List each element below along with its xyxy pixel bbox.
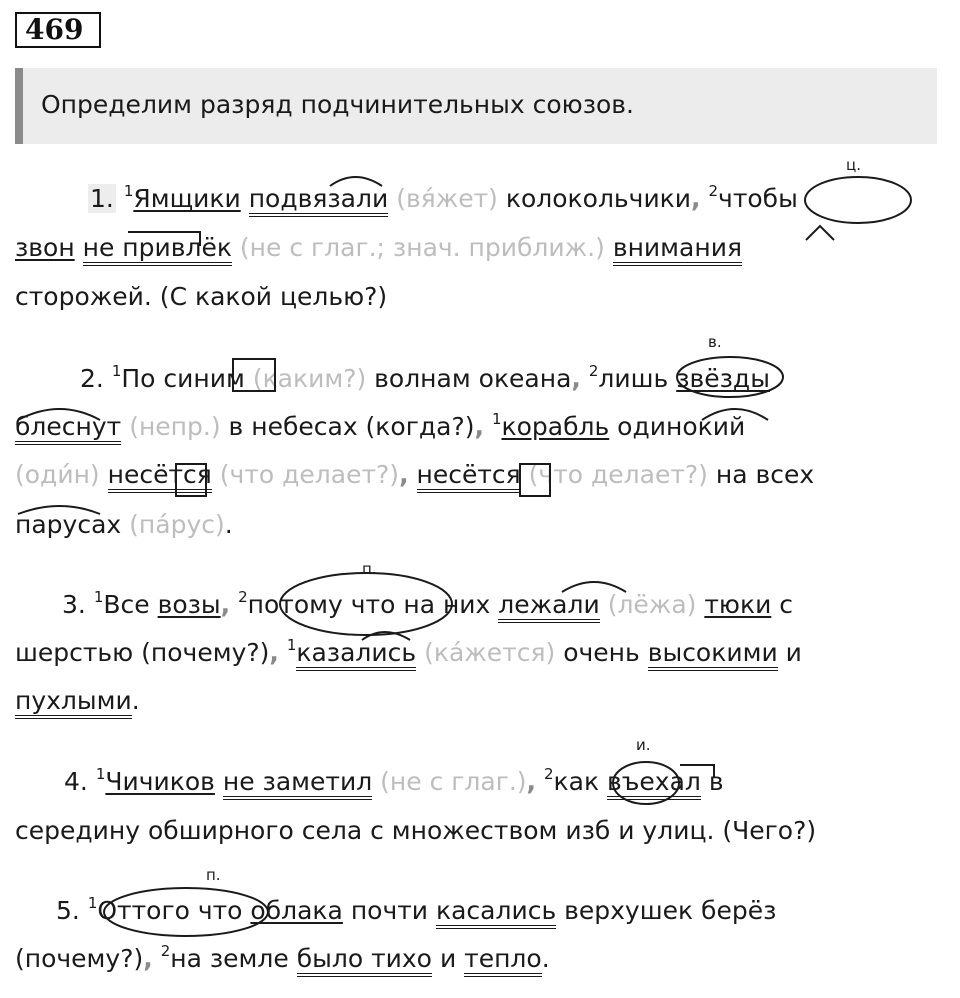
predicate: лежали — [498, 590, 599, 623]
clause-index: 1 — [286, 635, 297, 654]
sentence-number: 5. — [56, 896, 80, 925]
predicate: несётся — [417, 460, 521, 493]
predicate: не привлёк — [83, 233, 232, 266]
clause-index: 2 — [543, 764, 554, 783]
sentence-3-line-3: пухлыми. — [15, 684, 140, 718]
subject: корабль — [501, 412, 610, 441]
clause-index: 1 — [491, 409, 502, 428]
predicate: въехал — [607, 767, 701, 800]
clause-index: 2 — [238, 587, 248, 606]
sentence-3-line-1: 3. $^1$Все возы, $^2$потому что на них лежали (лёжа) тюки с — [62, 588, 793, 622]
note: (не с глаг.; знач. приближ.) — [239, 233, 605, 262]
header-bar — [15, 68, 937, 144]
sentence-number: 1. — [90, 184, 114, 213]
sentence-5-line-1 — [56, 894, 776, 928]
sentence-4-line-2 — [15, 814, 816, 848]
sentence-4-line-1: 4. $^1$Чичиков не заметил (не с глаг.), $^2$как въехал в — [64, 765, 724, 799]
text: верхушек берёз — [564, 896, 777, 925]
object: внимания — [613, 233, 742, 266]
text: середину обширного села с множеством изб и улиц. (Чего?) — [15, 816, 817, 845]
note: (оди́н) — [15, 460, 100, 489]
predicate: блеснут — [15, 412, 121, 445]
text: очень — [563, 638, 640, 667]
clause-index: 1 — [93, 587, 104, 606]
conjunction: как — [553, 767, 600, 796]
text: в небесах (когда?) — [228, 412, 475, 441]
text: на всех — [715, 460, 815, 489]
sentence-2-line-1 — [80, 362, 770, 396]
conjunction: Оттого что — [97, 896, 243, 925]
sentence-1-line-3 — [15, 280, 387, 314]
sentence-3-line-2: шерстью (почему?), $^1$казались (ка́жется) очень высокими и — [15, 636, 802, 670]
conjunction-type-label: п. — [206, 866, 221, 884]
subject: Ямщики — [133, 184, 241, 213]
predicate: не заметил — [223, 767, 372, 800]
text: в — [708, 767, 724, 796]
sentence-1-line-1 — [88, 182, 798, 216]
caret-mark — [806, 226, 834, 240]
subject: Чичиков — [105, 767, 215, 796]
text: (почему?) — [15, 944, 144, 973]
subject: тюки — [704, 590, 772, 619]
note: (непр.) — [129, 412, 221, 441]
text: и — [439, 944, 457, 973]
text: Все — [103, 590, 150, 619]
predicate: несётся — [108, 460, 212, 493]
header-text: Определим разряд подчинительных союзов. — [41, 90, 634, 119]
clause-index: 2 — [588, 361, 599, 380]
predicate: казались — [296, 638, 416, 671]
task-number: 469 — [15, 12, 101, 48]
sentence-number: 2. — [80, 364, 104, 393]
conjunction-type-label: и. — [636, 736, 651, 754]
text: почти — [350, 896, 429, 925]
conjunction: лишь — [598, 364, 669, 393]
text: одинокий — [617, 412, 746, 441]
subject: облака — [250, 896, 343, 925]
subject: звёзды — [676, 364, 770, 393]
sentence-2-line-2: блеснут (непр.) в небесах (когда?), $^1$корабль одинокий — [15, 410, 745, 444]
sentence-5-line-2: (почему?), $^2$на земле было тихо и тепло. — [15, 942, 550, 976]
word: колокольчики — [505, 184, 692, 213]
clause-index: 1 — [123, 181, 134, 200]
clause-index: 2 — [708, 181, 719, 200]
sentence-number: 4. — [64, 767, 88, 796]
sentence-1-line-2 — [15, 231, 742, 265]
conjunction: чтобы — [718, 184, 798, 213]
predicate: тепло — [464, 944, 542, 977]
text: По синим — [121, 364, 245, 393]
conjunction-type-label: ц. — [846, 156, 861, 174]
clause-index: 2 — [160, 941, 171, 960]
predicate: было тихо — [297, 944, 432, 977]
conjunction-type-label: п. — [362, 560, 377, 578]
predicate: подвязали — [249, 184, 389, 217]
note: (что делает?) — [528, 460, 708, 489]
conjunction-type-label: в. — [708, 333, 722, 351]
clause-index: 1 — [87, 893, 98, 912]
note: (па́рус) — [129, 510, 225, 539]
sentence-2-line-4: парусах (па́рус). — [15, 510, 233, 539]
text: волнам океана — [374, 364, 572, 393]
clause-index: 1 — [95, 764, 106, 783]
conjunction-oval — [805, 177, 911, 223]
text: сторожей. (С какой целью?) — [15, 282, 388, 311]
subject: звон — [15, 233, 75, 262]
text: с — [779, 590, 794, 619]
sentence-2-line-3: (оди́н) несётся (что делает?), несётся (что делает?) на всех — [15, 458, 814, 492]
text: и — [785, 638, 802, 667]
comma: , — [691, 184, 701, 213]
sentence-number: 3. — [62, 590, 86, 619]
note: (лёжа) — [607, 590, 697, 619]
note: (ка́жется) — [424, 638, 556, 667]
text: на них — [403, 590, 491, 619]
note: (вя́жет) — [396, 184, 498, 213]
note: (каким?) — [252, 364, 367, 393]
note: (не с глаг.) — [380, 767, 527, 796]
conjunction: потому что — [247, 590, 396, 619]
note: (что делает?) — [219, 460, 400, 489]
predicate: касались — [436, 896, 556, 929]
comma: , — [571, 364, 581, 393]
text: шерстью (почему?) — [15, 638, 270, 667]
text: на земле — [170, 944, 289, 973]
subject: возы — [157, 590, 221, 619]
predicate: высокими — [648, 638, 778, 671]
text: парусах — [15, 510, 122, 539]
predicate: пухлыми — [15, 686, 132, 719]
clause-index: 1 — [111, 361, 122, 380]
